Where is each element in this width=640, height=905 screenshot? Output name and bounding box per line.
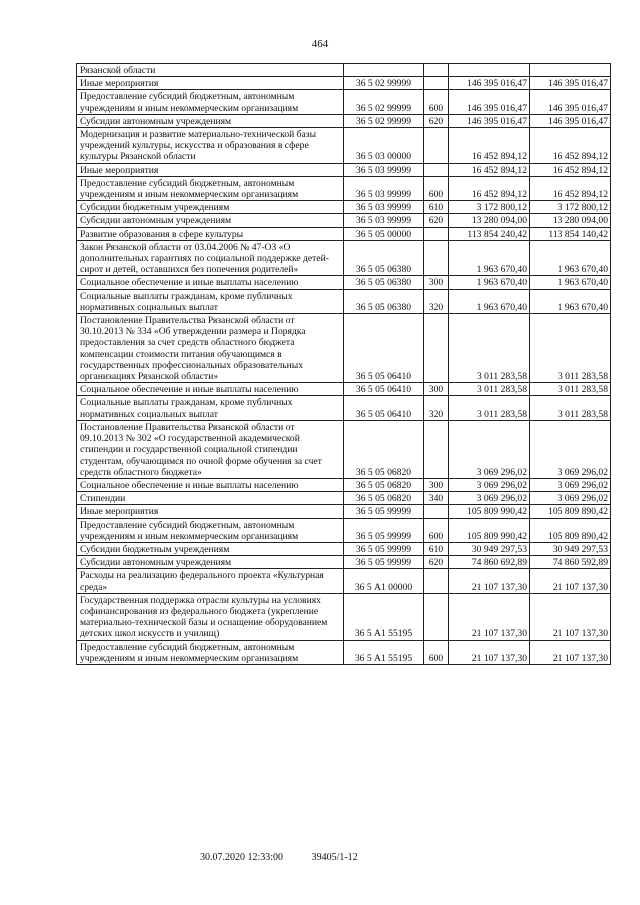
row-expense-type: 320 xyxy=(424,396,449,420)
table-row xyxy=(77,640,611,664)
row-expense-type xyxy=(424,505,449,518)
row-expense-type: 620 xyxy=(424,114,449,127)
row-expense-type xyxy=(424,314,449,383)
row-expense-type xyxy=(424,163,449,176)
row-code: 36 5 05 06820 xyxy=(344,478,424,491)
row-expense-type: 610 xyxy=(424,542,449,555)
row-expense-type: 300 xyxy=(424,478,449,491)
row-name: Предоставление субсидий бюджетным, автономным учреждениям и иным некоммерческим организациям xyxy=(77,518,344,542)
row-amount-2: 1 963 670,40 xyxy=(530,289,611,313)
row-code xyxy=(344,64,424,77)
row-name: Социальное обеспечение и иные выплаты населению xyxy=(77,276,344,289)
row-amount-2: 146 395 016,47 xyxy=(530,114,611,127)
row-code: 36 5 02 99999 xyxy=(344,114,424,127)
row-amount-2: 3 011 283,58 xyxy=(530,383,611,396)
row-expense-type: 300 xyxy=(424,383,449,396)
table-row xyxy=(77,276,611,289)
row-expense-type: 320 xyxy=(424,289,449,313)
table-row xyxy=(77,163,611,176)
row-code: 36 5 05 99999 xyxy=(344,518,424,542)
row-amount-2: 146 395 016,47 xyxy=(530,90,611,114)
table-row xyxy=(77,505,611,518)
row-name: Стипендии xyxy=(77,492,344,505)
row-amount-1: 21 107 137,30 xyxy=(449,593,530,640)
row-code: 36 5 05 99999 xyxy=(344,505,424,518)
row-code: 36 5 05 06380 xyxy=(344,289,424,313)
row-name: Субсидии автономным учреждениям xyxy=(77,556,344,569)
row-expense-type xyxy=(424,128,449,164)
budget-table xyxy=(76,63,611,665)
table-row xyxy=(77,90,611,114)
row-amount-1: 105 809 990,42 xyxy=(449,518,530,542)
row-code: 36 5 02 99999 xyxy=(344,77,424,90)
row-amount-2: 13 280 094,00 xyxy=(530,214,611,227)
row-code: 36 5 05 06380 xyxy=(344,276,424,289)
row-code: 36 5 03 99999 xyxy=(344,214,424,227)
table-row xyxy=(77,518,611,542)
row-amount-1: 1 963 670,40 xyxy=(449,276,530,289)
row-amount-1: 1 963 670,40 xyxy=(449,289,530,313)
row-name: Социальные выплаты гражданам, кроме публичных нормативных социальных выплат xyxy=(77,396,344,420)
row-amount-1: 3 011 283,58 xyxy=(449,396,530,420)
row-amount-2: 105 809 890,42 xyxy=(530,518,611,542)
row-code: 36 5 05 06380 xyxy=(344,240,424,276)
row-amount-1: 3 011 283,58 xyxy=(449,314,530,383)
table-row xyxy=(77,77,611,90)
row-amount-2: 21 107 137,30 xyxy=(530,569,611,593)
row-name: Расходы на реализацию федерального проекта «Культурная среда» xyxy=(77,569,344,593)
table-row xyxy=(77,396,611,420)
row-amount-2: 21 107 137,30 xyxy=(530,593,611,640)
table-row xyxy=(77,314,611,383)
row-name: Социальное обеспечение и иные выплаты населению xyxy=(77,478,344,491)
row-name: Иные мероприятия xyxy=(77,505,344,518)
row-amount-1 xyxy=(449,64,530,77)
row-amount-2: 30 949 297,53 xyxy=(530,542,611,555)
table-row xyxy=(77,492,611,505)
row-name: Субсидии автономным учреждениям xyxy=(77,114,344,127)
table-row xyxy=(77,593,611,640)
row-code: 36 5 05 99999 xyxy=(344,556,424,569)
table-row xyxy=(77,556,611,569)
row-name: Государственная поддержка отрасли культуры на условиях софинансирования из федерального бюджета (укрепление материально-технической базы и оснащение оборудованием детских школ искусств и училищ) xyxy=(77,593,344,640)
table-row xyxy=(77,176,611,200)
row-expense-type: 600 xyxy=(424,640,449,664)
table-row xyxy=(77,128,611,164)
row-code: 36 5 03 99999 xyxy=(344,163,424,176)
row-name: Социальное обеспечение и иные выплаты населению xyxy=(77,383,344,396)
row-amount-2: 1 963 670,40 xyxy=(530,240,611,276)
row-amount-2: 146 395 016,47 xyxy=(530,77,611,90)
row-amount-1: 30 949 297,53 xyxy=(449,542,530,555)
row-amount-2: 3 011 283,58 xyxy=(530,314,611,383)
row-code: 36 5 03 99999 xyxy=(344,176,424,200)
row-name: Рязанской области xyxy=(77,64,344,77)
row-expense-type: 620 xyxy=(424,214,449,227)
row-expense-type xyxy=(424,240,449,276)
row-expense-type xyxy=(424,420,449,478)
row-code: 36 5 02 99999 xyxy=(344,90,424,114)
footer-timestamp: 30.07.2020 12:33:00 xyxy=(200,852,284,863)
row-amount-1: 3 069 296,02 xyxy=(449,420,530,478)
row-code: 36 5 05 06820 xyxy=(344,420,424,478)
row-amount-2 xyxy=(530,64,611,77)
row-name: Социальные выплаты гражданам, кроме публичных нормативных социальных выплат xyxy=(77,289,344,313)
row-amount-1: 146 395 016,47 xyxy=(449,114,530,127)
row-amount-1: 16 452 894,12 xyxy=(449,176,530,200)
table-row xyxy=(77,383,611,396)
table-row xyxy=(77,569,611,593)
row-name: Предоставление субсидий бюджетным, автономным учреждениям и иным некоммерческим организациям xyxy=(77,90,344,114)
row-amount-2: 16 452 894,12 xyxy=(530,163,611,176)
row-code: 36 5 А1 55195 xyxy=(344,593,424,640)
row-code: 36 5 А1 00000 xyxy=(344,569,424,593)
table-row xyxy=(77,542,611,555)
row-amount-1: 146 395 016,47 xyxy=(449,90,530,114)
table-row xyxy=(77,201,611,214)
row-expense-type xyxy=(424,227,449,240)
row-expense-type: 620 xyxy=(424,556,449,569)
row-name: Предоставление субсидий бюджетным, автономным учреждениям и иным некоммерческим организациям xyxy=(77,640,344,664)
row-amount-1: 21 107 137,30 xyxy=(449,569,530,593)
row-expense-type: 600 xyxy=(424,176,449,200)
row-amount-1: 3 069 296,02 xyxy=(449,478,530,491)
table-row xyxy=(77,214,611,227)
row-amount-2: 16 452 894,12 xyxy=(530,176,611,200)
row-amount-1: 74 860 692,89 xyxy=(449,556,530,569)
row-code: 36 5 05 06410 xyxy=(344,383,424,396)
row-amount-1: 105 809 990,42 xyxy=(449,505,530,518)
row-expense-type: 610 xyxy=(424,201,449,214)
row-name: Субсидии автономным учреждениям xyxy=(77,214,344,227)
row-amount-1: 21 107 137,30 xyxy=(449,640,530,664)
budget-table-body xyxy=(77,64,611,665)
row-amount-1: 3 172 800,12 xyxy=(449,201,530,214)
row-name: Субсидии бюджетным учреждениям xyxy=(77,542,344,555)
row-code: 36 5 А1 55195 xyxy=(344,640,424,664)
row-expense-type xyxy=(424,593,449,640)
row-code: 36 5 05 06410 xyxy=(344,314,424,383)
row-expense-type: 340 xyxy=(424,492,449,505)
row-code: 36 5 05 06410 xyxy=(344,396,424,420)
row-code: 36 5 03 99999 xyxy=(344,201,424,214)
table-row xyxy=(77,420,611,478)
row-amount-2: 21 107 137,30 xyxy=(530,640,611,664)
table-row xyxy=(77,240,611,276)
row-expense-type xyxy=(424,569,449,593)
row-amount-2: 1 963 670,40 xyxy=(530,276,611,289)
table-row xyxy=(77,114,611,127)
row-amount-1: 146 395 016,47 xyxy=(449,77,530,90)
row-code: 36 5 03 00000 xyxy=(344,128,424,164)
row-expense-type xyxy=(424,77,449,90)
footer-doc-id: 39405/1-12 xyxy=(311,852,358,863)
row-amount-1: 13 280 094,00 xyxy=(449,214,530,227)
row-code: 36 5 05 99999 xyxy=(344,542,424,555)
row-name: Иные мероприятия xyxy=(77,163,344,176)
row-amount-2: 113 854 140,42 xyxy=(530,227,611,240)
row-name: Постановление Правительства Рязанской области от 30.10.2013 № 334 «Об утверждении размера и Порядка предоставления за счет средств областного бюджета компенсации стоимости питания обучающимся в государственных профессиональных образовательных организациях Рязанской области» xyxy=(77,314,344,383)
row-expense-type: 600 xyxy=(424,90,449,114)
row-name: Развитие образования в сфере культуры xyxy=(77,227,344,240)
row-expense-type: 600 xyxy=(424,518,449,542)
row-name: Предоставление субсидий бюджетным, автономным учреждениям и иным некоммерческим организациям xyxy=(77,176,344,200)
row-code: 36 5 05 00000 xyxy=(344,227,424,240)
row-expense-type: 300 xyxy=(424,276,449,289)
row-amount-1: 3 069 296,02 xyxy=(449,492,530,505)
row-amount-1: 16 452 894,12 xyxy=(449,128,530,164)
table-row xyxy=(77,64,611,77)
row-expense-type xyxy=(424,64,449,77)
row-amount-2: 3 069 296,02 xyxy=(530,492,611,505)
row-amount-1: 113 854 240,42 xyxy=(449,227,530,240)
footer xyxy=(200,852,358,863)
row-amount-2: 3 011 283,58 xyxy=(530,396,611,420)
row-amount-2: 105 809 890,42 xyxy=(530,505,611,518)
row-amount-1: 1 963 670,40 xyxy=(449,240,530,276)
row-name: Постановление Правительства Рязанской области от 09.10.2013 № 302 «О государственной академической стипендии и государственной социальной стипендии студентам, обучающимся по очной форме обучения за счет средств областного бюджета» xyxy=(77,420,344,478)
table-row xyxy=(77,478,611,491)
row-name: Иные мероприятия xyxy=(77,77,344,90)
row-amount-2: 74 860 592,89 xyxy=(530,556,611,569)
row-amount-2: 16 452 894,12 xyxy=(530,128,611,164)
row-code: 36 5 05 06820 xyxy=(344,492,424,505)
row-amount-2: 3 069 296,02 xyxy=(530,420,611,478)
row-amount-2: 3 172 800,12 xyxy=(530,201,611,214)
table-row xyxy=(77,227,611,240)
row-name: Закон Рязанской области от 03.04.2006 № 47-ОЗ «О дополнительных гарантиях по социальной поддержке детей-сирот и детей, оставшихся без попечения родителей» xyxy=(77,240,344,276)
row-name: Субсидии бюджетным учреждениям xyxy=(77,201,344,214)
row-amount-1: 3 011 283,58 xyxy=(449,383,530,396)
row-amount-1: 16 452 894,12 xyxy=(449,163,530,176)
page-number: 464 xyxy=(311,38,329,50)
row-amount-2: 3 069 296,02 xyxy=(530,478,611,491)
row-name: Модернизация и развитие материально-технической базы учреждений культуры, искусства и образования в сфере культуры Рязанской области xyxy=(77,128,344,164)
table-row xyxy=(77,289,611,313)
